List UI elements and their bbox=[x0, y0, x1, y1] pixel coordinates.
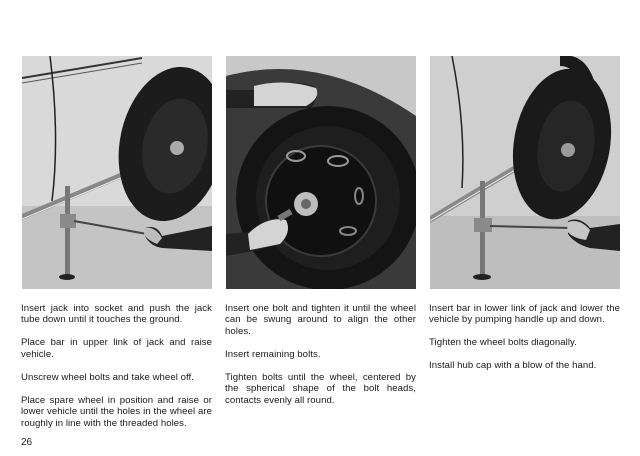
jack-raising-illustration bbox=[22, 56, 212, 289]
instruction-paragraph: Insert remaining bolts. bbox=[225, 348, 321, 360]
page-number: 26 bbox=[21, 437, 33, 448]
instruction-paragraph: Insert jack into socket and push the jack tube down until it touches the ground. bbox=[21, 303, 212, 326]
photo-jack-raising-vehicle bbox=[22, 56, 212, 289]
instruction-paragraph: Insert one bolt and tighten it until the wheel can be swung around to align the other holes. bbox=[225, 303, 416, 337]
instruction-paragraph: Install hub cap with a blow of the hand. bbox=[429, 360, 597, 372]
instruction-paragraph: Unscrew wheel bolts and take wheel off. bbox=[21, 371, 194, 383]
instruction-paragraph: Insert bar in lower link of jack and lower the vehicle by pumping handle up and down. bbox=[429, 303, 620, 326]
instruction-paragraph: Place bar in upper link of jack and raise vehicle. bbox=[21, 337, 212, 360]
instruction-paragraph: Place spare wheel in position and raise or lower vehicle until the holes in the wheel are roughly in line with the threaded holes. bbox=[21, 394, 212, 429]
spare-wheel-illustration bbox=[226, 56, 416, 289]
jack-lowering-illustration bbox=[430, 56, 620, 289]
instructions-column-1 bbox=[21, 303, 212, 441]
instruction-paragraph: Tighten bolts until the wheel, centered by the spherical shape of the bolt heads, contacts evenly all round. bbox=[225, 371, 416, 406]
photo-lowering-vehicle bbox=[430, 56, 620, 289]
instructions-column-3 bbox=[429, 303, 620, 383]
photo-mounting-spare-wheel bbox=[226, 56, 416, 289]
instruction-paragraph: Tighten the wheel bolts diagonally. bbox=[429, 337, 577, 349]
instructions-column-2 bbox=[225, 303, 416, 418]
